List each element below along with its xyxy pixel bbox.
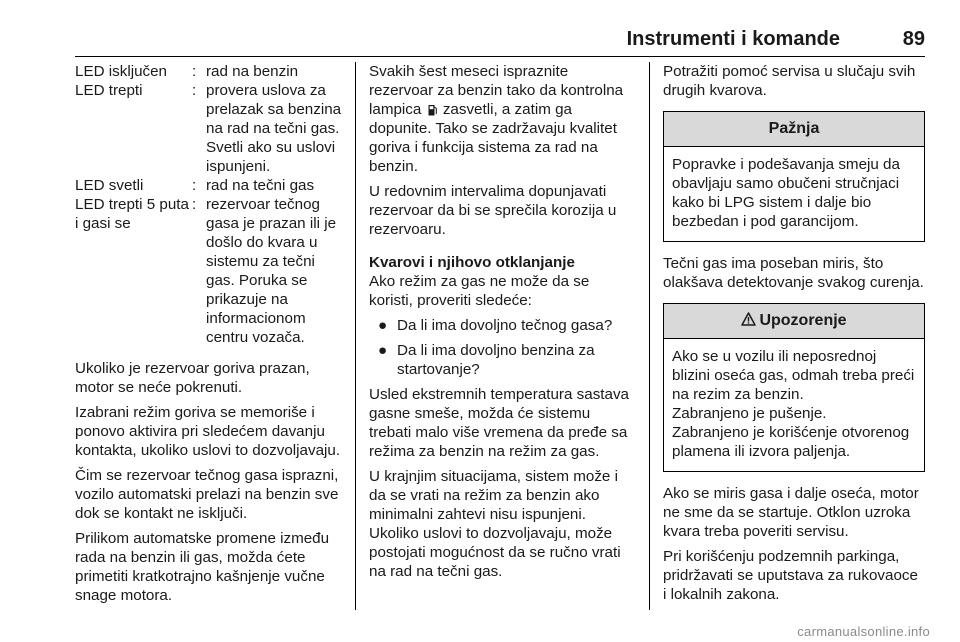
warning-line: Zabranjeno je korišćenje otvorenog plamena ili izvora paljenja. <box>672 424 910 460</box>
section-heading: Kvarovi i njihovo otklanjanje <box>369 254 575 271</box>
led-value: rad na tečni gas <box>206 177 315 194</box>
led-label: LED svetli <box>75 177 144 194</box>
paragraph: Usled ekstremnih temperatura sastava gasne smeše, možda će sistemu trebati malo više vremena da pređe sa režima za benzin na režim za gas. <box>369 386 629 460</box>
paragraph: Prilikom automatske promene između rada na benzin ili gas, možda ćete primetiti kratkotrajno kašnjenje vučne snage motora. <box>75 530 330 604</box>
page-header <box>75 28 925 57</box>
column-3 <box>663 62 925 610</box>
warning-title: Upozorenje <box>759 312 847 329</box>
paragraph: Potražiti pomoć servisa u slučaju svih drugih kvarova. <box>663 63 916 99</box>
led-status-table <box>75 62 345 347</box>
notice-title: Pažnja <box>664 112 924 147</box>
led-value: provera uslova za prelazak sa benzina na rad na tečni gas. Svetli ako su uslovi ispunjeni. <box>206 82 342 175</box>
led-label: LED trepti 5 puta i gasi se <box>75 196 189 232</box>
list-item: ● Da li ima dovoljno tečnog gasa? <box>378 317 613 334</box>
fuel-lamp-icon <box>428 103 437 116</box>
column-divider <box>649 62 650 610</box>
led-value: rad na benzin <box>206 63 299 80</box>
notice-box <box>663 111 925 242</box>
led-label: LED trepti <box>75 82 143 99</box>
led-label: LED isključen <box>75 63 168 80</box>
notice-body: Popravke i podešavanja smeju da obavljaju samo obučeni stručnjaci kako bi LPG sistem i dalje bio bezbedan i pod garancijom. <box>672 156 900 230</box>
paragraph: Ako se miris gasa i dalje oseća, motor ne sme da se startuje. Otklon uzroka kvara treba poveriti servisu. <box>663 485 919 540</box>
watermark: carmanualsonline.info <box>797 624 930 639</box>
paragraph: Izabrani režim goriva se memoriše i ponovo aktivira pri sledećem davanju kontakta, ukoliko uslovi to dozvoljavaju. <box>75 404 341 459</box>
led-value: rezervoar tečnog gasa je prazan ili je došlo do kvara u sistemu za tečni gas. Poruka se prikazuje na informacionom centru vozača. <box>206 196 337 346</box>
warning-box <box>663 303 925 472</box>
column-divider <box>355 62 356 610</box>
paragraph: U krajnjim situacijama, sistem može i da se vrati na režim za benzin ako minimalni zahtevi nisu ispunjeni. Ukoliko uslovi to dozvoljavaju, može postojati mogućnost da se ručno vrati na rad na tečni gas. <box>369 468 621 580</box>
led-row: LED trepti : provera uslova za prelazak sa benzina na rad na tečni gas. Svetli ako su uslovi ispunjeni. <box>75 81 345 176</box>
paragraph: Tečni gas ima poseban miris, što olakšava detektovanje svakog curenja. <box>663 255 924 291</box>
led-row: LED trepti 5 puta i gasi se : rezervoar tečnog gasa je prazan ili je došlo do kvara u sistemu za tečni gas. Poruka se prikazuje na informacionom centru vozača. <box>75 195 345 347</box>
warning-header <box>664 304 924 339</box>
list-item: ● Da li ima dovoljno benzina za startovanje? <box>378 342 595 378</box>
led-row: LED isključen : rad na benzin <box>75 62 345 81</box>
warning-line: Ako se u vozilu ili neposrednoj blizini oseća gas, odmah treba preći na rezim za benzin. <box>672 348 915 403</box>
page-number: 89 <box>902 28 925 50</box>
bullet-list <box>369 316 633 379</box>
page-title: Instrumenti i komande <box>626 28 840 50</box>
led-row: LED svetli : rad na tečni gas <box>75 176 345 195</box>
paragraph: U redovnim intervalima dopunjavati rezervoar da bi se sprečila korozija u rezervoaru. <box>369 183 617 238</box>
paragraph: Pri korišćenju podzemnih parkinga, pridržavati se uputstava za rukovaoce i lokalnih zakona. <box>663 548 918 603</box>
paragraph: Svakih šest meseci ispraznite rezervoar za benzin tako da kontrolna lampica zasvetli, a zatim ga dopunite. Tako se zadržavaju kvalitet goriva i funkcija sistema za rad na benzin. <box>369 63 624 175</box>
warning-line: Zabranjeno je pušenje. <box>672 405 827 422</box>
column-2 <box>369 62 633 587</box>
paragraph: Ukoliko je rezervoar goriva prazan, motor se neće pokrenuti. <box>75 360 310 396</box>
warning-body <box>664 339 924 471</box>
column-1 <box>75 62 345 611</box>
paragraph: Ako režim za gas ne može da se koristi, proveriti sledeće: <box>369 273 590 309</box>
paragraph: Čim se rezervoar tečnog gasa isprazni, vozilo automatski prelazi na benzin sve dok se kontakt ne isključi. <box>75 467 339 522</box>
bullet-icon: ● <box>378 317 388 334</box>
bullet-icon: ● <box>378 342 388 359</box>
warning-triangle-icon <box>741 312 756 326</box>
